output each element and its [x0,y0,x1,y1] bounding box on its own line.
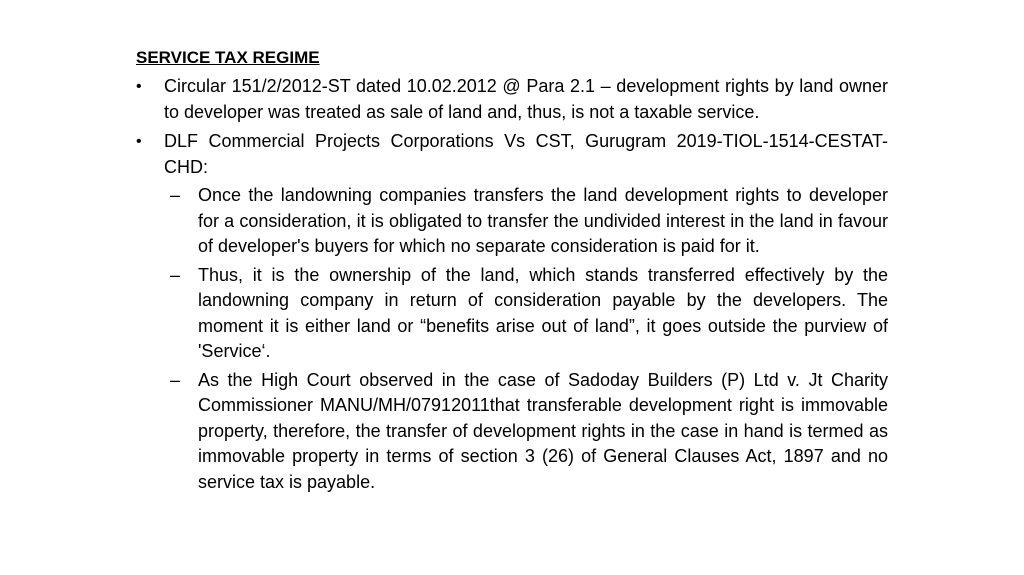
sub-bullet-item [170,263,888,365]
sub-bullet-text: As the High Court observed in the case of Sadoday Builders (P) Ltd v. Jt Charity Commissioner MANU/MH/07912011that transferable development right is immovable property, therefore, the transfer of development rights in the case in hand is termed as immovable property in terms of section 3 (26) of General Clauses Act, 1897 and no service tax is payable. [198,369,888,492]
bullet-item [136,129,888,180]
sub-bullet-item [170,183,888,260]
bullet-marker: • [136,78,142,95]
sub-bullet-item [170,368,888,496]
sub-bullet-marker: – [170,369,181,390]
bullet-text: DLF Commercial Projects Corporations Vs CST, Gurugram 2019-TIOL-1514-CESTAT-CHD: [164,131,888,177]
bullet-marker: • [136,133,142,150]
bullet-text: Circular 151/2/2012-ST dated 10.02.2012 @ Para 2.1 – development rights by land owner to developer was treated as sale of land and, thus, is not a taxable service. [164,76,888,122]
sub-bullet-text: Once the landowning companies transfers the land development rights to developer for a consideration, it is obligated to transfer the undivided interest in the land in favour of developer's buyers for which no separate consideration is paid for it. [198,185,888,256]
slide-content [136,46,888,495]
slide-heading: SERVICE TAX REGIME [136,48,320,67]
bullet-item [136,74,888,125]
sub-bullet-text: Thus, it is the ownership of the land, which stands transferred effectively by the landowning company in return of consideration payable by the developers. The moment it is either land or “benefits arise out of land”, it goes outside the purview of 'Service‘. [198,264,888,361]
sub-bullet-marker: – [170,185,181,205]
sub-bullet-marker: – [170,264,181,285]
